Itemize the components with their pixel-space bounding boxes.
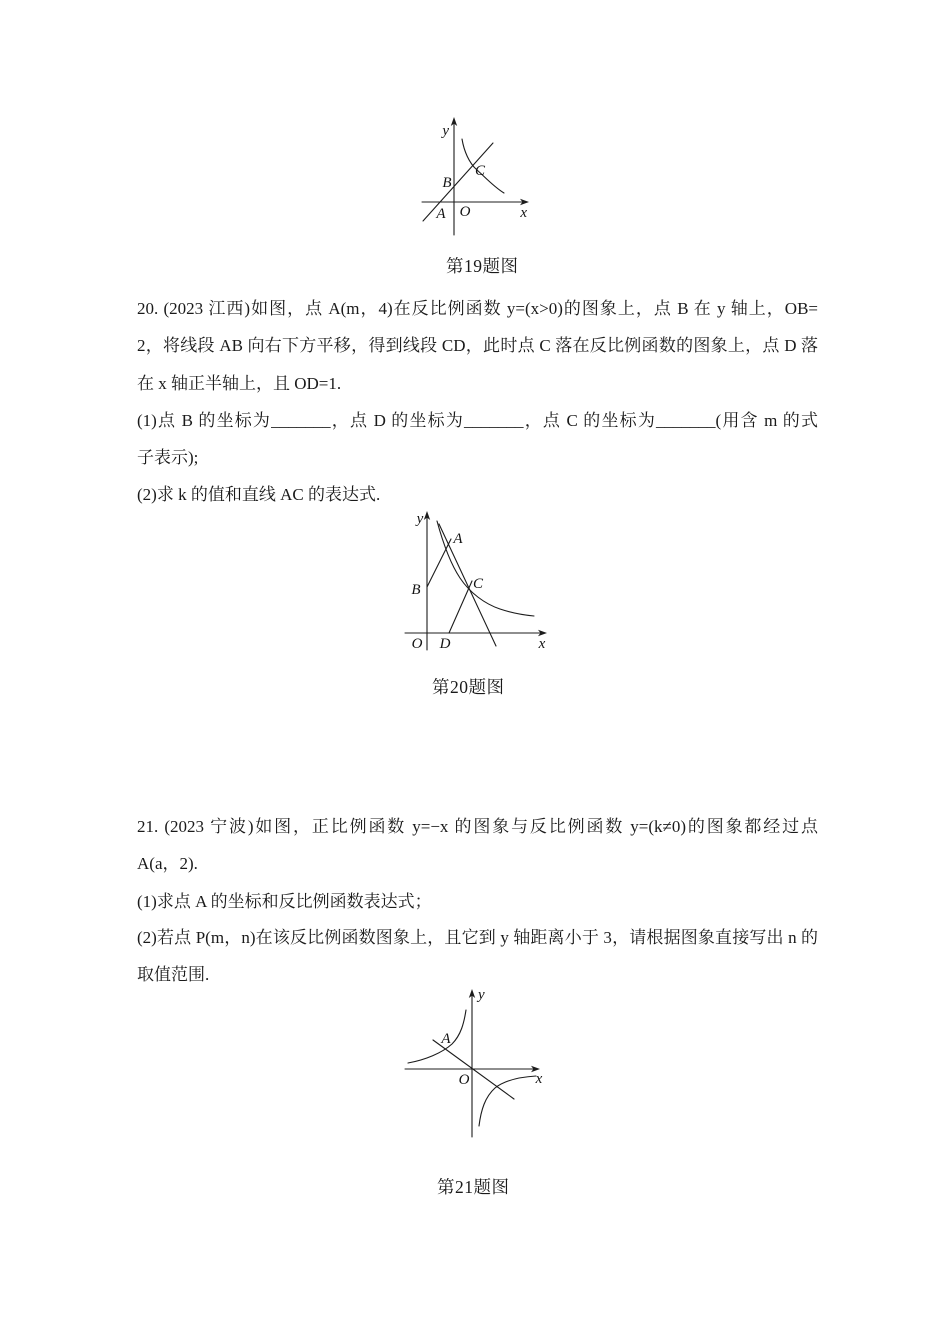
point-d-label: D bbox=[439, 636, 451, 652]
point-b-label: B bbox=[442, 175, 452, 191]
figure-20-caption: 第20题图 bbox=[432, 677, 505, 697]
problem-21-line-3: (1)求点 A 的坐标和反比例函数表达式； bbox=[137, 892, 432, 911]
point-c-label: C bbox=[472, 576, 484, 592]
y-axis-label: y bbox=[442, 123, 449, 139]
point-b-label: B bbox=[411, 582, 421, 598]
line-through-abc bbox=[423, 143, 493, 221]
figure-21-graph bbox=[400, 985, 550, 1140]
segment-dc bbox=[449, 581, 472, 633]
point-a-label: A bbox=[441, 1031, 451, 1047]
figure-19-graph bbox=[405, 113, 540, 241]
origin-label: O bbox=[459, 204, 471, 220]
point-a-label: A bbox=[436, 206, 446, 222]
line-ac bbox=[439, 524, 496, 646]
hyperbola-branch-q4 bbox=[479, 1076, 536, 1126]
segment-ba bbox=[427, 539, 451, 587]
figure-19-caption: 第19题图 bbox=[446, 256, 519, 276]
problem-21-line-1: 21. (2023 宁波)如图，正比例函数 y=−x 的图象与反比例函数 y=(k≠0)的图象都经过点 bbox=[137, 817, 818, 836]
point-a-label: A bbox=[453, 531, 463, 547]
x-axis-label: x bbox=[538, 636, 546, 652]
origin-label: O bbox=[411, 636, 423, 652]
figure-20-graph bbox=[400, 505, 555, 655]
problem-21-line-4: (2)若点 P(m，n)在该反比例函数图象上，且它到 y 轴距离小于 3，请根据图象直接写出 n 的 bbox=[137, 928, 818, 947]
problem-20-line-1: 20. (2023 江西)如图，点 A(m，4)在反比例函数 y=(x>0)的图象上，点 B 在 y 轴上，OB= bbox=[137, 299, 818, 318]
x-axis-label: x bbox=[520, 205, 527, 221]
y-axis-label: y bbox=[416, 511, 424, 527]
problem-20-line-4: (1)点 B 的坐标为_______，点 D 的坐标为_______，点 C 的坐标为_______(用含 m 的式 bbox=[137, 411, 818, 430]
problem-20-line-6: (2)求 k 的值和直线 AC 的表达式. bbox=[137, 485, 381, 504]
x-axis-label: x bbox=[535, 1071, 543, 1087]
point-c-label: C bbox=[474, 163, 486, 179]
hyperbola-curve bbox=[437, 521, 534, 616]
y-axis-label: y bbox=[478, 987, 485, 1003]
problem-20-line-2: 2，将线段 AB 向右下方平移，得到线段 CD，此时点 C 落在反比例函数的图象上，点 D 落 bbox=[137, 336, 818, 355]
problem-21-line-5: 取值范围. bbox=[137, 965, 210, 984]
hyperbola-branch-q2 bbox=[408, 1010, 466, 1063]
origin-label: O bbox=[458, 1072, 470, 1088]
problem-20-line-5: 子表示); bbox=[137, 448, 199, 467]
problem-20-line-3: 在 x 轴正半轴上，且 OD=1. bbox=[137, 374, 342, 393]
problem-21-line-2: A(a，2). bbox=[137, 854, 198, 873]
figure-21-caption: 第21题图 bbox=[437, 1177, 510, 1197]
